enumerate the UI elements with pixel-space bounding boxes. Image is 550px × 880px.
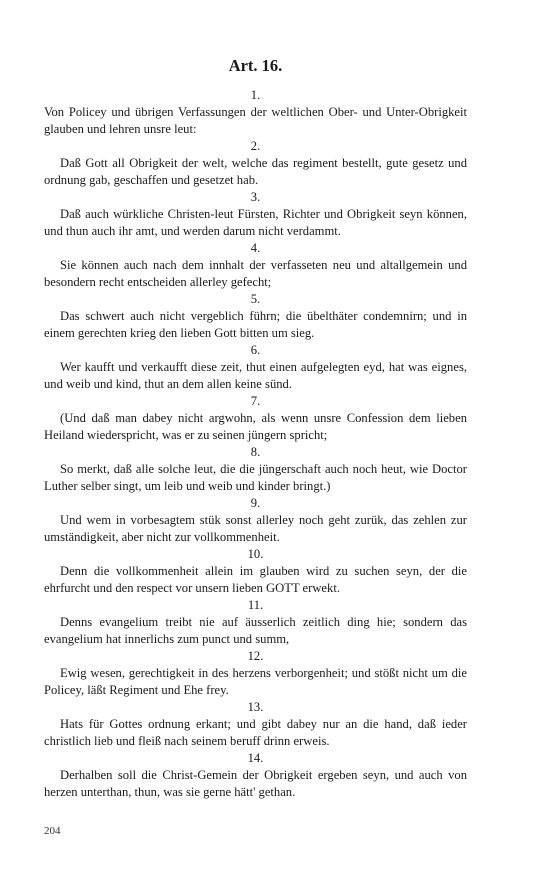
article-title: Art. 16. bbox=[228, 56, 283, 75]
verse-text: Und wem in vorbesagtem stük sonst allerley noch geht zurük, das zehlen zur umständigkeit, aber nicht zur vollkommenheit. bbox=[44, 513, 467, 544]
verse-number: 4. bbox=[250, 241, 261, 255]
verse-text: Wer kaufft und verkaufft diese zeit, thut einen aufgelegten eyd, hat was eignes, und weib und kind, thut an dem allen keine sünd. bbox=[44, 360, 467, 391]
verse-number: 11. bbox=[247, 598, 264, 612]
verse-list bbox=[44, 87, 467, 801]
verse-number: 9. bbox=[250, 496, 261, 510]
verse-text: (Und daß man dabey nicht argwohn, als wenn unsre Confession dem lieben Heiland wiederspricht, was er zu seinen jüngern spricht; bbox=[44, 411, 467, 442]
verse-text: Ewig wesen, gerechtigkeit in des herzens verborgenheit; und stößt nicht um die Policey, läßt Regiment und Ehe frey. bbox=[44, 666, 467, 697]
verse-text: Von Policey und übrigen Verfassungen der weltlichen Ober- und Unter-Obrigkeit glauben und lehren unsre leut: bbox=[44, 105, 467, 136]
verse-number: 7. bbox=[250, 394, 261, 408]
verse-number: 13. bbox=[247, 700, 264, 714]
verse-text: Derhalben soll die Christ-Gemein der Obrigkeit ergeben seyn, und auch von herzen unterthan, thun, was sie gerne hätt' gethan. bbox=[44, 768, 467, 799]
verse-text: Denn die vollkommenheit allein im glauben wird zu suchen seyn, der die ehrfurcht und den respect vor unsern lieben GOTT erwekt. bbox=[44, 564, 467, 595]
verse-text: So merkt, daß alle solche leut, die die jüngerschaft auch noch heut, wie Doctor Luther selber singt, um leib und weib und kinder bringt.) bbox=[44, 462, 467, 493]
verse-number: 12. bbox=[247, 649, 264, 663]
verse-text: Denns evangelium treibt nie auf äusserlich zeitlich ding hie; sondern das evangelium hat innerlichs zum punct und summ, bbox=[44, 615, 467, 646]
verse-number: 2. bbox=[250, 139, 261, 153]
verse-text: Hats für Gottes ordnung erkant; und gibt dabey nur an die hand, daß ieder christlich lieb und fleiß nach seinem beruff drinn erweis. bbox=[44, 717, 467, 748]
verse-number: 8. bbox=[250, 445, 261, 459]
verse-text: Daß auch würkliche Christen-leut Fürsten, Richter und Obrigkeit seyn können, und thun auch ihr amt, und werden darum nicht verdammt. bbox=[44, 207, 467, 238]
page-number: 204 bbox=[44, 825, 61, 837]
verse-number: 6. bbox=[250, 343, 261, 357]
verse-text: Daß Gott all Obrigkeit der welt, welche das regiment bestellt, gute gesetz und ordnung gab, geschaffen und gesetzet hab. bbox=[44, 156, 467, 187]
page-body bbox=[44, 56, 467, 801]
verse-text: Das schwert auch nicht vergeblich führn; die übelthäter condemnirn; und in einem gerechten krieg den lieben Gott bitten um sieg. bbox=[44, 309, 467, 340]
verse-number: 1. bbox=[250, 88, 261, 102]
verse-number: 3. bbox=[250, 190, 261, 204]
verse-number: 14. bbox=[247, 751, 264, 765]
verse-text: Sie können auch nach dem innhalt der verfasseten neu und altallgemein und besondern recht entscheiden allerley gefecht; bbox=[44, 258, 467, 289]
verse-number: 10. bbox=[247, 547, 264, 561]
verse-number: 5. bbox=[250, 292, 261, 306]
